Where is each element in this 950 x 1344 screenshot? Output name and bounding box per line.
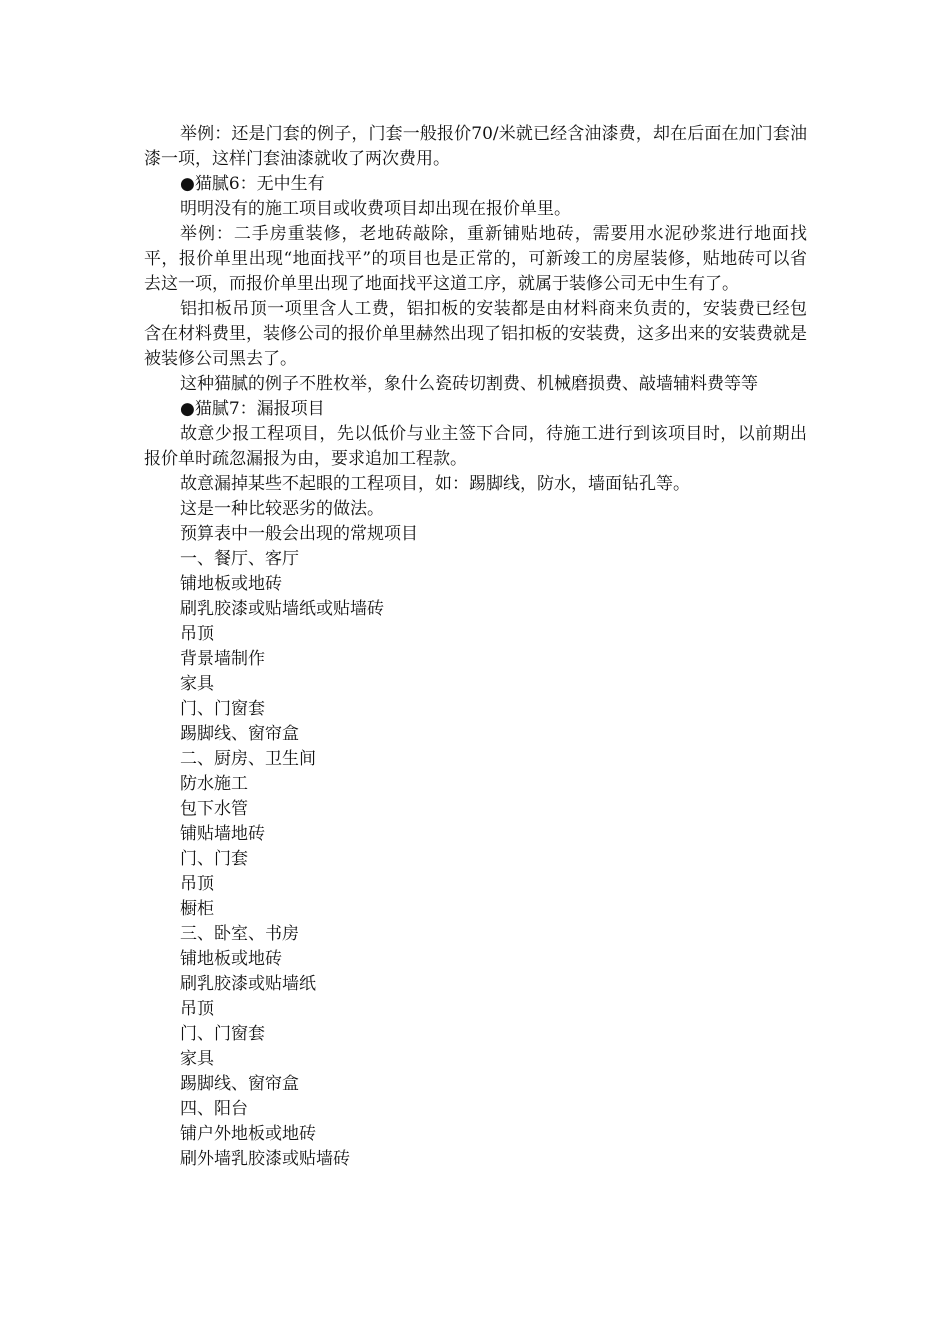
paragraph-door-frame-example: 举例：还是门套的例子，门套一般报价70/米就已经含油漆费，却在后面在加门套油漆一项，这样门套油漆就收了两次费用。 [144,124,807,169]
paragraph-omit-items: 故意漏掉某些不起眼的工程项目，如：踢脚线，防水，墙面钻孔等。 [180,474,690,494]
section-heading-kitchen-bathroom: 二、厨房、卫生间 [180,749,316,769]
list-item: 门、门套 [180,849,248,869]
list-item: 铺地板或地砖 [180,949,282,969]
list-item: 门、门窗套 [180,1024,265,1044]
list-item: 铺地板或地砖 [180,574,282,594]
paragraph-trick-6-intro: 明明没有的施工项目或收费项目却出现在报价单里。 [180,199,571,219]
list-item: 橱柜 [180,899,214,919]
list-heading-common-items: 预算表中一般会出现的常规项目 [180,524,418,544]
section-heading-bedroom-study: 三、卧室、书房 [180,924,299,944]
list-item: 吊顶 [180,624,214,644]
list-item: 踢脚线、窗帘盒 [180,724,299,744]
paragraph-aluminum-ceiling: 铝扣板吊顶一项里含人工费，铝扣板的安装都是由材料商来负责的，安装费已经包含在材料费里，装修公司的报价单里赫然出现了铝扣板的安装费，这多出来的安装费就是被装修公司黑去了。 [144,299,807,369]
section-heading-dining-living: 一、餐厅、客厅 [180,549,299,569]
heading-trick-7: ●猫腻7：漏报项目 [180,399,325,419]
list-item: 家具 [180,674,214,694]
list-item: 防水施工 [180,774,248,794]
list-item: 铺贴墙地砖 [180,824,265,844]
heading-trick-6: ●猫腻6：无中生有 [180,174,325,194]
paragraph-floor-leveling-example: 举例：二手房重装修，老地砖敲除，重新铺贴地砖，需要用水泥砂浆进行地面找平，报价单里出现“地面找平”的项目也是正常的，可新竣工的房屋装修，贴地砖可以省去这一项，而报价单里出现了地面找平这道工序，就属于装修公司无中生有了。 [144,224,807,294]
list-item: 门、门窗套 [180,699,265,719]
document-body [144,122,807,1172]
list-item: 包下水管 [180,799,248,819]
list-item: 吊顶 [180,999,214,1019]
list-item: 铺户外地板或地砖 [180,1124,316,1144]
list-item: 刷外墙乳胶漆或贴墙砖 [180,1149,350,1169]
list-item: 背景墙制作 [180,649,265,669]
paragraph-bad-practice: 这是一种比较恶劣的做法。 [180,499,384,519]
paragraph-underreport: 故意少报工程项目，先以低价与业主签下合同，待施工进行到该项目时，以前期出报价单时疏忽漏报为由，要求追加工程款。 [144,424,807,469]
list-item: 家具 [180,1049,214,1069]
list-item: 踢脚线、窗帘盒 [180,1074,299,1094]
list-item: 刷乳胶漆或贴墙纸 [180,974,316,994]
paragraph-more-examples: 这种猫腻的例子不胜枚举，象什么瓷砖切割费、机械磨损费、敲墙辅料费等等 [180,374,758,394]
section-heading-balcony: 四、阳台 [180,1099,248,1119]
list-item: 刷乳胶漆或贴墙纸或贴墙砖 [180,599,384,619]
list-item: 吊顶 [180,874,214,894]
